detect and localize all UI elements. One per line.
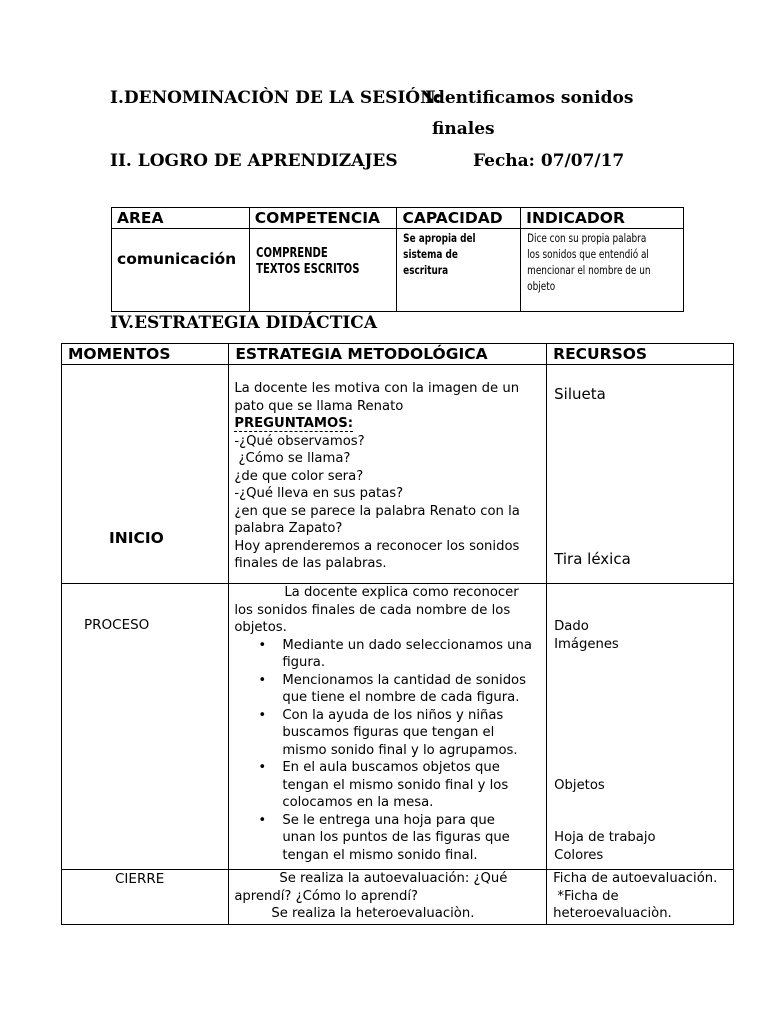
session-title-label: I.DENOMINACIÒN DE LA SESIÓN: (110, 88, 442, 108)
section-logro: II. LOGRO DE APRENDIZAJES (110, 151, 398, 171)
momento-inicio: INICIO (109, 529, 164, 547)
proceso-step: • Con la ayuda de los niños y niñas buscamos figuras que tengan el mismo sonido final y lo agrupamos. (282, 707, 546, 760)
row-proceso (62, 584, 734, 870)
area-value: comunicación (117, 250, 237, 268)
inicio-preguntamos: PREGUNTAMOS: (234, 416, 354, 431)
header-capacidad: CAPACIDAD (397, 208, 521, 229)
recurso-colores: Colores (554, 848, 604, 863)
inicio-line: palabra Zapato? (234, 521, 343, 536)
header-momentos: MOMENTOS (62, 344, 229, 365)
row-inicio (62, 365, 734, 584)
inicio-line: pato que se llama Renato (234, 398, 404, 414)
header-indicador: INDICADOR (521, 208, 684, 229)
cierre-line: Se realiza la autoevaluación: ¿Qué (279, 871, 508, 886)
inicio-line: -¿Qué observamos? (234, 433, 365, 449)
proceso-step: • Mencionamos la cantidad de sonidos que tiene el nombre de cada figura. (282, 672, 546, 707)
header-recursos: RECURSOS (547, 344, 734, 365)
inicio-line: La docente les motiva con la imagen de un (234, 381, 520, 396)
recurso-imagenes: Imágenes (554, 637, 619, 652)
header-competencia: COMPETENCIA (249, 208, 397, 229)
recurso-objetos: Objetos (554, 778, 605, 793)
capacidad-line: Se apropia del (403, 231, 477, 245)
inicio-line: finales de las palabras. (234, 556, 387, 571)
competencia-line: COMPRENDE (255, 246, 328, 261)
section-estrategia: IV.ESTRATEGIA DIDÁCTICA (110, 313, 378, 333)
inicio-line: ¿de que color sera? (234, 468, 364, 484)
session-title: Identificamos sonidos (425, 88, 634, 108)
inicio-line: ¿en que se parece la palabra Renato con la (234, 503, 520, 519)
competencia-line: TEXTOS ESCRITOS (255, 262, 360, 277)
inicio-line: -¿Qué lleva en sus patas? (234, 486, 404, 501)
cierre-line: Se realiza la heteroevaluaciòn. (271, 906, 475, 921)
recurso-silueta: Silueta (554, 385, 606, 403)
indicador-line: Dice con su propia palabra (527, 231, 647, 245)
recurso-tira-lexica: Tira léxica (554, 550, 631, 568)
recurso-hoja-trabajo: Hoja de trabajo (554, 830, 656, 845)
proceso-intro: objetos. (234, 620, 287, 635)
proceso-intro: los sonidos finales de cada nombre de los (234, 602, 511, 618)
proceso-step: • En el aula buscamos objetos que tengan el mismo sonido final y los colocamos en la mesa. (282, 759, 546, 812)
session-date: Fecha: 07/07/17 (473, 151, 625, 171)
header-estrategia: ESTRATEGIA METODOLÓGICA (229, 344, 547, 365)
proceso-intro: La docente explica como reconocer (284, 585, 519, 600)
recurso-dado: Dado (554, 619, 589, 634)
recurso-ficha-hetero: *Ficha de (553, 888, 619, 904)
indicador-line: mencionar el nombre de un (527, 263, 651, 277)
momento-proceso: PROCESO (84, 617, 150, 633)
proceso-step: • Se le entrega una hoja para que unan los puntos de las figuras que tengan el mismo sonido final. (282, 812, 546, 865)
recurso-ficha-auto: Ficha de autoevaluación. (553, 871, 718, 886)
inicio-line: ¿Cómo se llama? (234, 451, 351, 466)
inicio-line: Hoy aprenderemos a reconocer los sonidos (234, 538, 520, 554)
proceso-step: • Mediante un dado seleccionamos una figura. (282, 637, 546, 672)
indicador-line: los sonidos que entendió al (527, 247, 650, 261)
capacidad-line: escritura (403, 263, 449, 277)
competency-table (111, 207, 684, 312)
header-area: AREA (112, 208, 250, 229)
strategy-table (61, 343, 734, 925)
recurso-ficha-hetero-cont: heteroevaluaciòn. (553, 906, 672, 921)
indicador-line: objeto (527, 279, 556, 293)
session-title-cont: finales (432, 119, 495, 139)
momento-cierre: CIERRE (115, 871, 165, 887)
row-cierre (62, 870, 734, 925)
cierre-line: aprendí? ¿Cómo lo aprendí? (234, 888, 419, 904)
capacidad-line: sistema de (403, 247, 459, 261)
